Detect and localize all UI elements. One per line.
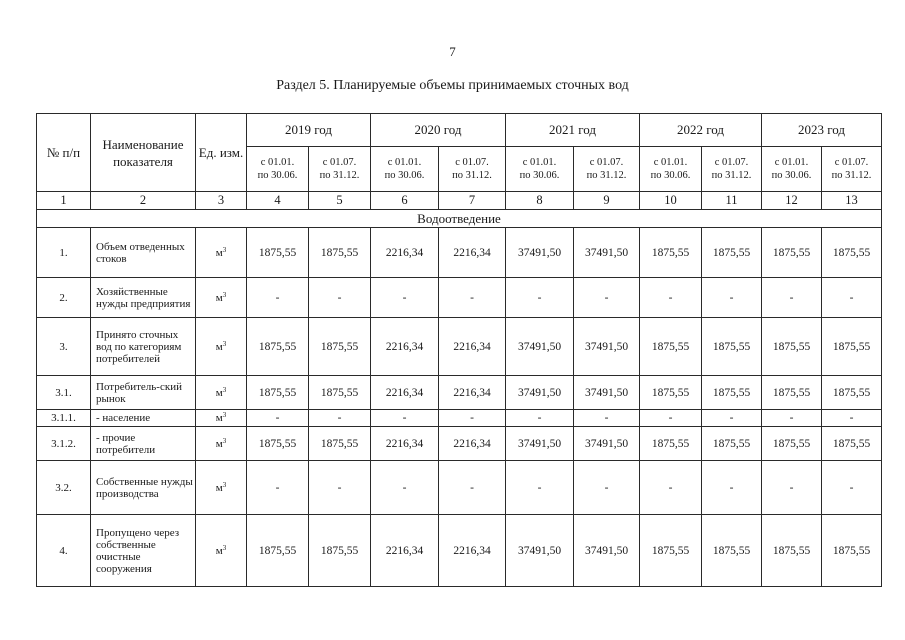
value-cell: 1875,55: [822, 515, 882, 587]
header-year: 2022 год: [640, 114, 762, 147]
header-period: [702, 147, 762, 192]
table-row: [37, 228, 882, 278]
unit-base: м: [215, 340, 223, 353]
value-cell: -: [506, 410, 574, 427]
value-cell: 1875,55: [762, 376, 822, 410]
value-cell: 2216,34: [439, 515, 506, 587]
header-period: [309, 147, 371, 192]
indicator-name: Пропущено через собственные очистные сооружения: [91, 515, 196, 587]
value-cell: 37491,50: [506, 318, 574, 376]
header-num: № п/п: [37, 114, 91, 192]
value-cell: 37491,50: [506, 515, 574, 587]
column-index: 5: [309, 192, 371, 210]
unit-exponent: 3: [222, 385, 227, 394]
period-from: с 01.07.: [455, 157, 489, 168]
value-cell: 37491,50: [506, 376, 574, 410]
header-year: 2019 год: [247, 114, 371, 147]
header-period: [574, 147, 640, 192]
value-cell: 37491,50: [574, 228, 640, 278]
row-number: 2.: [37, 278, 91, 318]
value-cell: 1875,55: [822, 376, 882, 410]
table-row: [37, 410, 882, 427]
value-cell: -: [640, 461, 702, 515]
row-number: 3.: [37, 318, 91, 376]
value-cell: -: [309, 461, 371, 515]
value-cell: -: [574, 410, 640, 427]
wastewater-volume-table: [36, 113, 882, 587]
section-label: Водоотведение: [37, 210, 882, 228]
value-cell: -: [247, 410, 309, 427]
table-row: [37, 318, 882, 376]
header-period: [640, 147, 702, 192]
value-cell: 2216,34: [371, 318, 439, 376]
value-cell: 1875,55: [762, 515, 822, 587]
value-cell: -: [762, 278, 822, 318]
period-to: по 30.06.: [771, 170, 812, 181]
value-cell: 1875,55: [762, 318, 822, 376]
header-period: [506, 147, 574, 192]
value-cell: -: [439, 278, 506, 318]
row-number: 3.1.2.: [37, 427, 91, 461]
value-cell: -: [822, 410, 882, 427]
value-cell: 1875,55: [309, 318, 371, 376]
header-period: [822, 147, 882, 192]
value-cell: 1875,55: [762, 228, 822, 278]
value-cell: 37491,50: [574, 515, 640, 587]
value-cell: -: [309, 410, 371, 427]
row-number: 3.1.: [37, 376, 91, 410]
column-index: 6: [371, 192, 439, 210]
period-from: с 01.07.: [322, 157, 357, 168]
value-cell: 1875,55: [702, 228, 762, 278]
value-cell: -: [640, 410, 702, 427]
value-cell: -: [702, 461, 762, 515]
period-to: по 30.06.: [257, 170, 298, 181]
value-cell: 1875,55: [247, 515, 309, 587]
unit-base: м: [215, 481, 223, 494]
page-number: 7: [449, 44, 456, 59]
header-year: 2020 год: [371, 114, 506, 147]
unit-exponent: 3: [222, 411, 227, 419]
value-cell: 1875,55: [309, 228, 371, 278]
unit-cell: [196, 461, 247, 515]
indicator-name: - прочие потребители: [91, 427, 196, 461]
value-cell: 2216,34: [371, 376, 439, 410]
value-cell: 1875,55: [247, 318, 309, 376]
value-cell: -: [702, 278, 762, 318]
value-cell: -: [574, 278, 640, 318]
unit-exponent: 3: [222, 290, 227, 299]
column-index: 3: [196, 192, 247, 210]
value-cell: -: [762, 410, 822, 427]
row-number: 4.: [37, 515, 91, 587]
period-to: по 31.12.: [586, 170, 627, 181]
period-from: с 01.01.: [774, 157, 809, 168]
period-from: с 01.07.: [589, 157, 624, 168]
unit-base: м: [215, 437, 223, 450]
value-cell: -: [371, 278, 439, 318]
period-from: с 01.01.: [387, 157, 422, 168]
table-row: [37, 376, 882, 410]
value-cell: -: [506, 278, 574, 318]
value-cell: 37491,50: [574, 427, 640, 461]
value-cell: -: [309, 278, 371, 318]
unit-base: м: [215, 291, 223, 304]
unit-base: м: [215, 544, 223, 557]
value-cell: -: [762, 461, 822, 515]
column-index: 13: [822, 192, 882, 210]
column-index: 9: [574, 192, 640, 210]
unit-base: м: [215, 412, 223, 424]
column-index: 4: [247, 192, 309, 210]
column-index: 10: [640, 192, 702, 210]
indicator-name: Объем отведенных стоков: [91, 228, 196, 278]
indicator-name: Хозяйственные нужды предприятия: [91, 278, 196, 318]
unit-cell: [196, 427, 247, 461]
value-cell: 1875,55: [702, 515, 762, 587]
unit-cell: [196, 318, 247, 376]
value-cell: 37491,50: [506, 427, 574, 461]
period-from: с 01.01.: [522, 157, 557, 168]
value-cell: 37491,50: [506, 228, 574, 278]
column-index: 1: [37, 192, 91, 210]
value-cell: 1875,55: [702, 427, 762, 461]
unit-cell: [196, 376, 247, 410]
value-cell: 37491,50: [574, 376, 640, 410]
value-cell: 2216,34: [439, 376, 506, 410]
row-number: 1.: [37, 228, 91, 278]
indicator-name: Потребитель-ский рынок: [91, 376, 196, 410]
unit-exponent: 3: [222, 436, 227, 445]
value-cell: 1875,55: [822, 318, 882, 376]
period-to: по 30.06.: [384, 170, 425, 181]
value-cell: 1875,55: [822, 427, 882, 461]
header-period: [371, 147, 439, 192]
header-unit: Ед. изм.: [196, 114, 247, 192]
period-to: по 31.12.: [452, 170, 492, 181]
value-cell: 1875,55: [247, 228, 309, 278]
unit-base: м: [215, 246, 223, 259]
value-cell: -: [439, 410, 506, 427]
unit-exponent: 3: [222, 480, 227, 489]
value-cell: 1875,55: [762, 427, 822, 461]
value-cell: -: [640, 278, 702, 318]
value-cell: 1875,55: [702, 376, 762, 410]
header-name: Наименование показателя: [91, 114, 196, 192]
header-year: 2023 год: [762, 114, 882, 147]
table-row: [37, 278, 882, 318]
value-cell: -: [371, 461, 439, 515]
value-cell: 1875,55: [309, 515, 371, 587]
value-cell: 1875,55: [640, 427, 702, 461]
unit-cell: [196, 515, 247, 587]
unit-cell: [196, 278, 247, 318]
value-cell: 1875,55: [640, 376, 702, 410]
value-cell: -: [247, 278, 309, 318]
unit-cell: [196, 410, 247, 427]
value-cell: -: [439, 461, 506, 515]
value-cell: -: [822, 278, 882, 318]
period-from: с 01.07.: [714, 157, 749, 168]
table-row: [37, 427, 882, 461]
value-cell: 1875,55: [822, 228, 882, 278]
indicator-name: - население: [91, 410, 196, 427]
value-cell: 1875,55: [640, 228, 702, 278]
value-cell: 1875,55: [640, 318, 702, 376]
value-cell: 2216,34: [439, 228, 506, 278]
value-cell: 2216,34: [371, 228, 439, 278]
unit-exponent: 3: [222, 245, 227, 254]
indicator-name: Собственные нужды производства: [91, 461, 196, 515]
unit-cell: [196, 228, 247, 278]
column-index: 7: [439, 192, 506, 210]
value-cell: 1875,55: [702, 318, 762, 376]
row-number: 3.1.1.: [37, 410, 91, 427]
value-cell: 2216,34: [371, 427, 439, 461]
value-cell: -: [702, 410, 762, 427]
section-title: Раздел 5. Планируемые объемы принимаемых сточных вод: [276, 78, 629, 93]
value-cell: -: [822, 461, 882, 515]
indicator-name: Принято сточных вод по категориям потребителей: [91, 318, 196, 376]
period-from: с 01.07.: [834, 157, 869, 168]
value-cell: 1875,55: [640, 515, 702, 587]
period-from: с 01.01.: [260, 157, 295, 168]
column-index: 2: [91, 192, 196, 210]
period-to: по 31.12.: [319, 170, 360, 181]
value-cell: 1875,55: [309, 427, 371, 461]
value-cell: 2216,34: [439, 427, 506, 461]
header-year: 2021 год: [506, 114, 640, 147]
row-number: 3.2.: [37, 461, 91, 515]
unit-exponent: 3: [222, 339, 227, 348]
value-cell: 2216,34: [439, 318, 506, 376]
column-index: 11: [702, 192, 762, 210]
value-cell: 1875,55: [247, 427, 309, 461]
period-to: по 31.12.: [711, 170, 752, 181]
period-from: с 01.01.: [653, 157, 688, 168]
period-to: по 30.06.: [650, 170, 691, 181]
value-cell: -: [247, 461, 309, 515]
header-period: [439, 147, 506, 192]
value-cell: 2216,34: [371, 515, 439, 587]
header-period: [247, 147, 309, 192]
value-cell: -: [506, 461, 574, 515]
value-cell: -: [371, 410, 439, 427]
column-index: 8: [506, 192, 574, 210]
header-period: [762, 147, 822, 192]
unit-exponent: 3: [222, 543, 227, 552]
table-row: [37, 515, 882, 587]
value-cell: 1875,55: [247, 376, 309, 410]
value-cell: 1875,55: [309, 376, 371, 410]
period-to: по 31.12.: [831, 170, 872, 181]
column-index: 12: [762, 192, 822, 210]
period-to: по 30.06.: [519, 170, 560, 181]
value-cell: 37491,50: [574, 318, 640, 376]
value-cell: -: [574, 461, 640, 515]
unit-base: м: [215, 386, 223, 399]
table-row: [37, 461, 882, 515]
